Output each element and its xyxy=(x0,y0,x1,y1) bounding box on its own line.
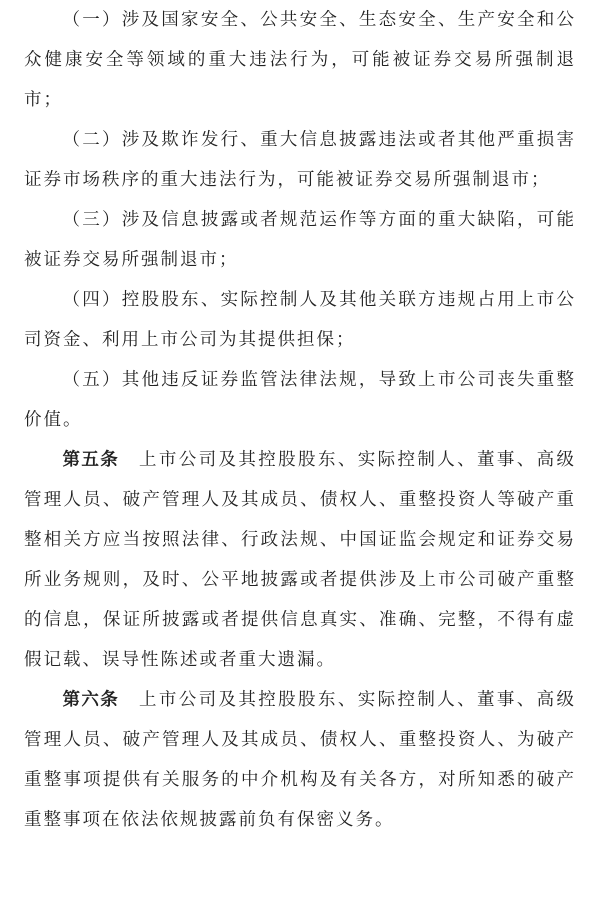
paragraph-text: （三）涉及信息披露或者规范运作等方面的重大缺陷，可能被证券交易所强制退市； xyxy=(24,210,576,270)
document-page xyxy=(24,0,576,840)
article-heading: 第六条 xyxy=(62,690,120,710)
article-5 xyxy=(24,440,576,680)
paragraph-text: （四）控股股东、实际控制人及其他关联方违规占用上市公司资金、利用上市公司为其提供担保； xyxy=(24,290,576,350)
paragraph-item-3 xyxy=(24,200,576,280)
paragraph-text: （一）涉及国家安全、公共安全、生态安全、生产安全和公众健康安全等领域的重大违法行为，可能被证券交易所强制退市； xyxy=(24,10,576,110)
article-text: 上市公司及其控股股东、实际控制人、董事、高级管理人员、破产管理人及其成员、债权人、重整投资人等破产重整相关方应当按照法律、行政法规、中国证监会规定和证券交易所业务规则，及时、公平地披露或者提供涉及上市公司破产重整的信息，保证所披露或者提供信息真实、准确、完整，不得有虚假记载、误导性陈述或者重大遗漏。 xyxy=(24,450,576,670)
paragraph-item-4 xyxy=(24,280,576,360)
paragraph-text: （二）涉及欺诈发行、重大信息披露违法或者其他严重损害证券市场秩序的重大违法行为，可能被证券交易所强制退市； xyxy=(24,130,576,190)
article-text: 上市公司及其控股股东、实际控制人、董事、高级管理人员、破产管理人及其成员、债权人、重整投资人、为破产重整事项提供有关服务的中介机构及有关各方，对所知悉的破产重整事项在依法依规披露前负有保密义务。 xyxy=(24,690,576,830)
paragraph-item-2 xyxy=(24,120,576,200)
paragraph-text: （五）其他违反证券监管法律法规，导致上市公司丧失重整价值。 xyxy=(24,370,576,430)
paragraph-item-5 xyxy=(24,360,576,440)
article-heading: 第五条 xyxy=(62,450,120,470)
article-6 xyxy=(24,680,576,840)
paragraph-item-1 xyxy=(24,0,576,120)
